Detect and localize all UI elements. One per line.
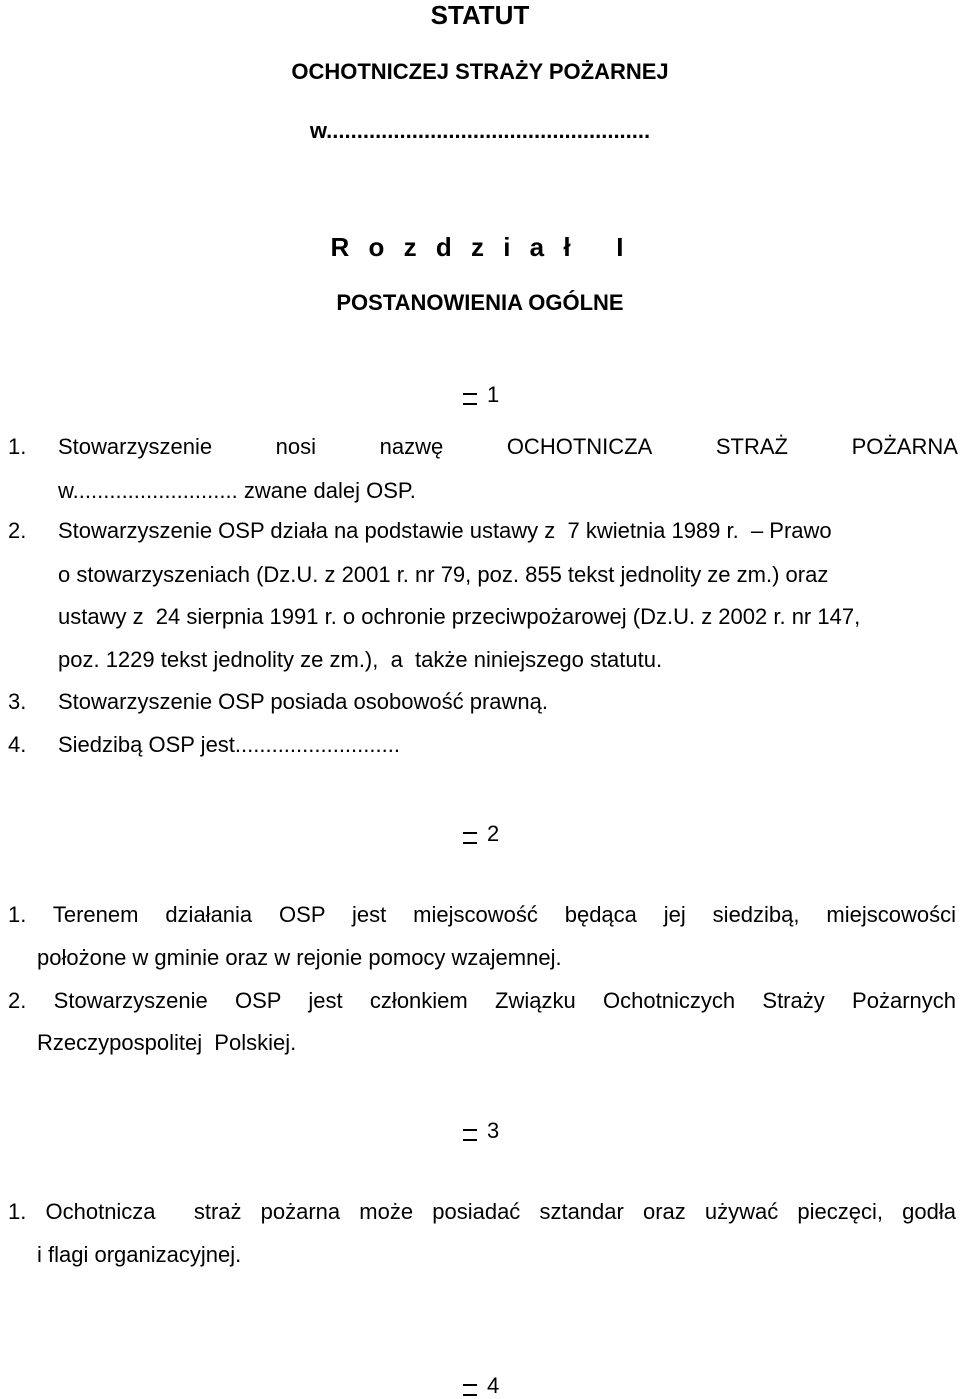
paragraph-1-2-line-2: o stowarzyszeniach (Dz.U. z 2001 r. nr 79, poz. 855 tekst jednolity ze zm.) oraz <box>58 562 829 587</box>
section-number: 2 <box>487 821 500 846</box>
word: POŻARNA <box>851 434 958 459</box>
paragraph-2-1-line-1: 1. Terenem działania OSP jest miejscowość będąca jej siedzibą, miejscowości <box>8 902 956 927</box>
item-number: 3. <box>8 689 27 714</box>
section-4-heading <box>463 1369 499 1399</box>
paragraph-2-2-line-2: Rzeczypospolitej Polskiej. <box>37 1030 297 1055</box>
paragraph-1-1-line-2: w........................... zwane dalej OSP. <box>58 478 416 503</box>
section-number: 4 <box>487 1373 500 1398</box>
word: nosi <box>275 434 317 459</box>
paragraph-1-1-line-1 <box>58 434 958 460</box>
section-2-heading <box>463 817 499 847</box>
paragraph-1-2-line-1: Stowarzyszenie OSP działa na podstawie ustawy z 7 kwietnia 1989 r. – Prawo <box>58 518 832 543</box>
section-number: 1 <box>487 382 500 407</box>
section-3-heading <box>463 1114 499 1144</box>
chapter-title: POSTANOWIENIA OGÓLNE <box>336 290 624 315</box>
paragraph-2-1-line-2: położone w gminie oraz w rejonie pomocy wzajemnej. <box>37 945 562 970</box>
chapter-heading: R o z d z i a ł I <box>330 232 630 262</box>
section-sign-icon <box>463 1117 473 1141</box>
section-sign-icon <box>463 381 473 405</box>
word: nazwę <box>379 434 444 459</box>
paragraph-1-3: Stowarzyszenie OSP posiada osobowość prawną. <box>58 689 548 714</box>
section-sign-icon <box>463 820 473 844</box>
paragraph-2-2-line-1: 2. Stowarzyszenie OSP jest członkiem Związku Ochotniczych Straży Pożarnych <box>8 988 956 1013</box>
item-number: 4. <box>8 732 27 757</box>
item-number: 1. <box>8 434 27 459</box>
section-number: 3 <box>487 1118 500 1143</box>
paragraph-3-1-line-1: 1. Ochotnicza straż pożarna może posiadać sztandar oraz używać pieczęci, godła <box>8 1199 956 1224</box>
paragraph-3-1-line-2: i flagi organizacyjnej. <box>37 1242 242 1267</box>
word: Stowarzyszenie <box>58 434 213 459</box>
word: OCHOTNICZA <box>506 434 653 459</box>
document-subtitle: OCHOTNICZEJ STRAŻY POŻARNEJ <box>291 59 669 84</box>
document-title: STATUT <box>430 0 530 30</box>
paragraph-1-4: Siedzibą OSP jest........................... <box>58 732 400 757</box>
section-sign-icon <box>463 1372 473 1396</box>
section-1-heading <box>463 378 499 408</box>
word: STRAŻ <box>715 434 788 459</box>
item-number: 2. <box>8 518 27 543</box>
paragraph-1-2-line-4: poz. 1229 tekst jednolity ze zm.), a także niniejszego statutu. <box>58 647 663 672</box>
document-location: w..................................................... <box>309 118 651 143</box>
paragraph-1-2-line-3: ustawy z 24 sierpnia 1991 r. o ochronie przeciwpożarowej (Dz.U. z 2002 r. nr 147, <box>58 604 861 629</box>
